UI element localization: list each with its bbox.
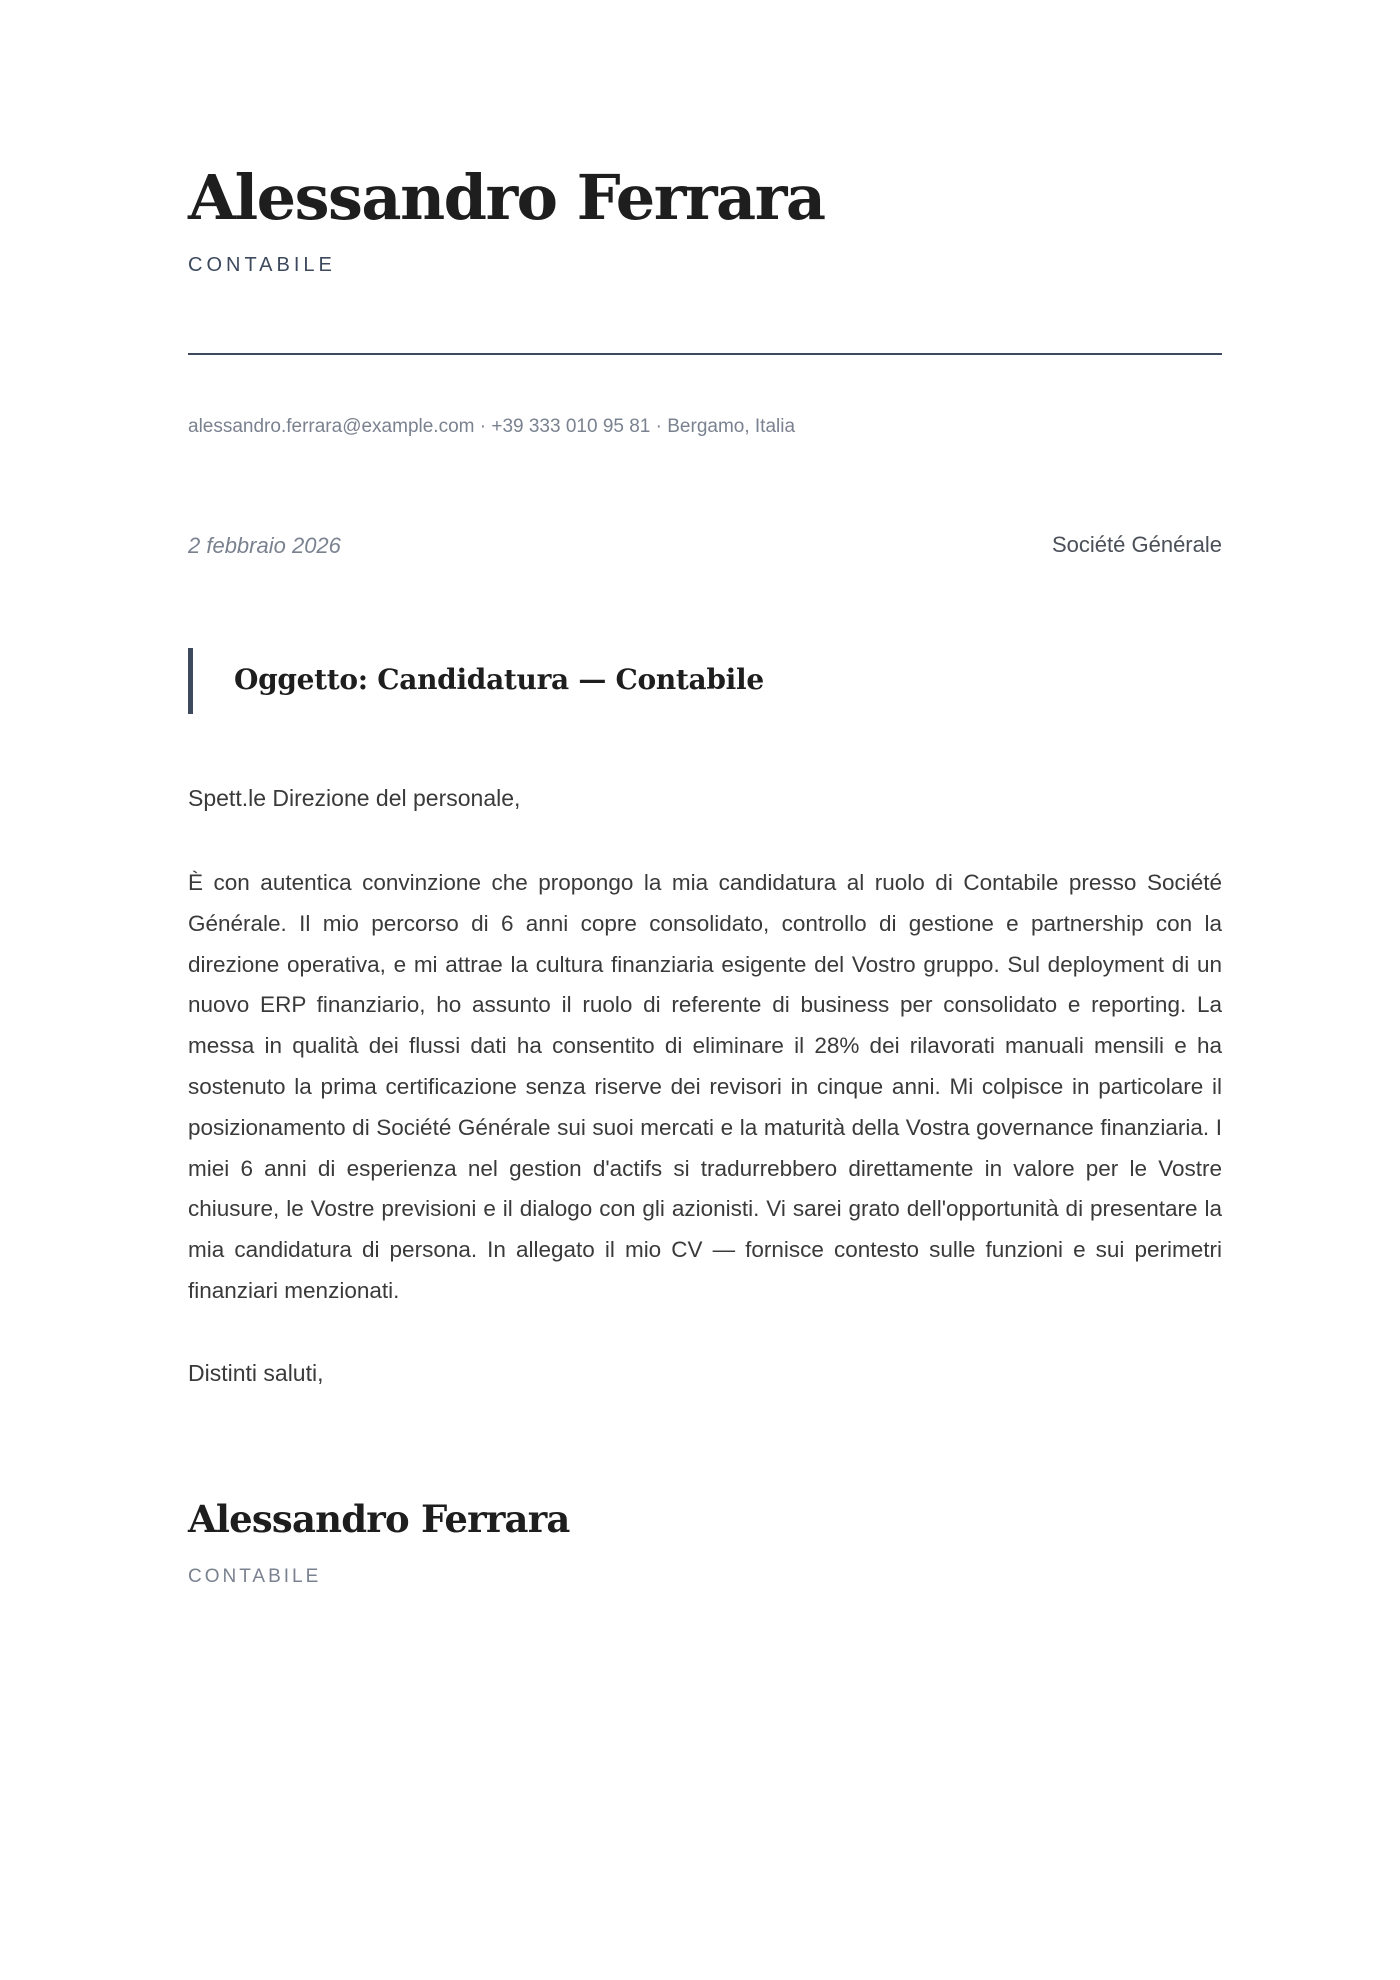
header-divider: [188, 353, 1222, 355]
recipient-company: Société Générale: [1052, 532, 1222, 557]
signature-name: Alessandro Ferrara: [188, 1497, 570, 1541]
letter-subject: Oggetto: Candidatura — Contabile: [234, 663, 764, 696]
letter-closing: Distinti saluti,: [188, 1360, 324, 1386]
signature-title: CONTABILE: [188, 1566, 322, 1587]
letter-greeting: Spett.le Direzione del personale,: [188, 785, 521, 811]
letter-date: 2 febbraio 2026: [188, 533, 341, 558]
contact-line: alessandro.ferrara@example.com · +39 333 010 95 81 · Bergamo, Italia: [188, 416, 796, 437]
cover-letter-page: [188, 0, 1222, 1980]
applicant-name: Alessandro Ferrara: [188, 161, 825, 234]
applicant-title: CONTABILE: [188, 254, 336, 276]
letter-body: È con autentica convinzione che propongo la mia candidatura al ruolo di Contabile presso Société Générale. Il mio percorso di 6 anni copre consolidato, controllo di gestione e partnership con la direzione operativa, e mi attrae la cultura finanziaria esigente del Vostro gruppo. Sul deployment di un nuovo ERP finanziario, ho assunto il ruolo di referente di business per consolidato e reporting. La messa in qualità dei flussi dati ha consentito di eliminare il 28% dei rilavorati manuali mensili e ha sostenuto la prima certificazione senza riserve dei revisori in cinque anni. Mi colpisce in particolare il posizionamento di Société Générale sui suoi mercati e la maturità della Vostra governance finanziaria. I miei 6 anni di esperienza nel gestion d'actifs si tradurrebbero direttamente in valore per le Vostre chiusure, le Vostre previsioni e il dialogo con gli azionisti. Vi sarei grato dell'opportunità di presentare la mia candidatura di persona. In allegato il mio CV — fornisce contesto sulle funzioni e sui perimetri finanziari menzionati.: [188, 870, 1222, 1303]
subject-accent-bar: [188, 648, 193, 714]
